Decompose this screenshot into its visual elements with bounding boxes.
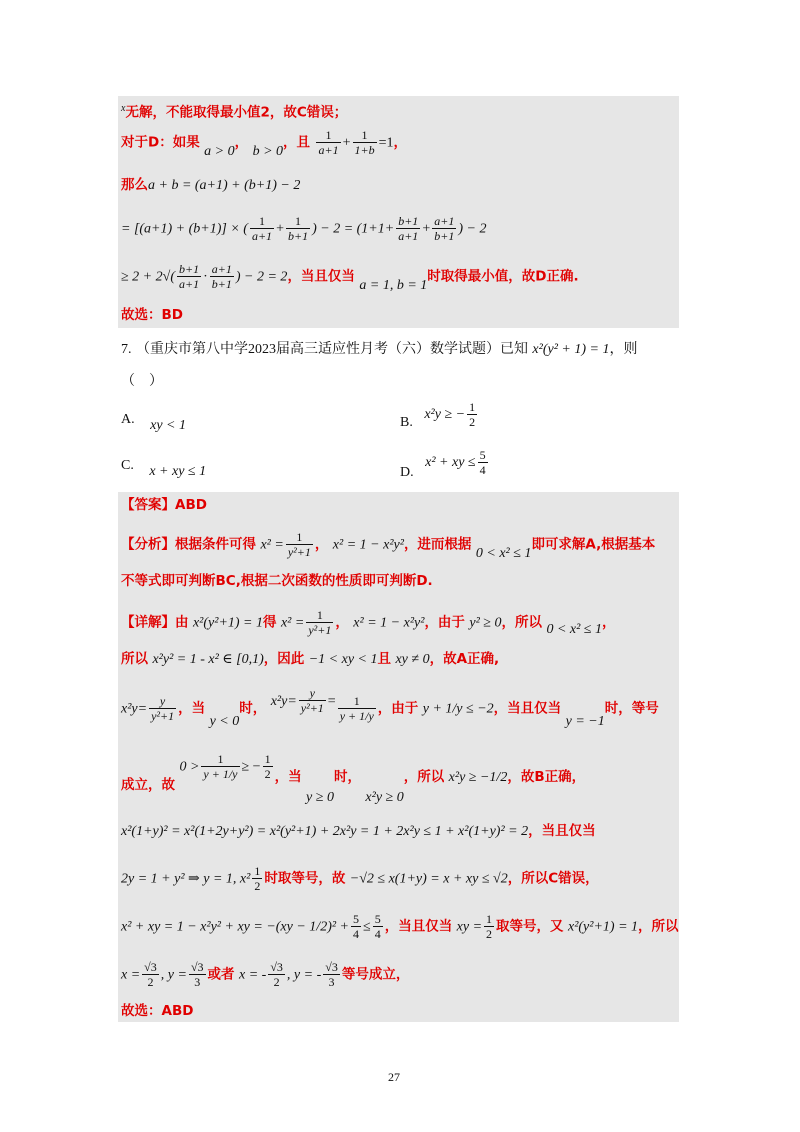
detail-line-8: x = $\frac{√3}{2}$ , y = $\frac{√3}{3}$ 或者 x = - $\frac{√3}{2}$ , y = - $\frac{√3}{3}$ 等号成立，	[121, 960, 410, 989]
question-7-paren: （ ）	[121, 374, 163, 389]
detail-line-5: x²(1+y)² = x²(1+2y+y²) = x²(y²+1) + 2x²y = 1 + 2x²y ≤ 1 + x²(1+y)² = 2，当且仅当	[121, 823, 596, 839]
prev-line-5: ≥ 2 + 2√( $\frac{b+1}{a+1}$ · $\frac{a+1}{b+1}$ ) − 2 = 2，当且仅当 a = 1, b = 1时取得最小值，故D正确.	[121, 262, 579, 293]
prev-conclusion: 故选：BD	[121, 307, 183, 323]
detail-line-7: x² + xy = 1 − x²y² + xy = −(xy − 1/2)² + $\frac{5}{4}$ ≤ $\frac{5}{4}$ ，当且仅当 xy = $\frac{1}{2}$ 取等号，又 x²(y²+1) = 1，所以	[121, 912, 679, 941]
prev-line-1: $^x$无解，不能取得最小值2，故C错误；	[121, 103, 348, 121]
prev-line-3: 那么a + b = (a+1) + (b+1) − 2	[121, 177, 301, 193]
detail-line-2: 所以 x²y² = 1 - x² ∈ [0,1)，因此 −1 < xy < 1且 xy ≠ 0，故A正确,	[121, 651, 500, 667]
detail-line-6: 2y = 1 + y² ⇒ y = 1, x² $\frac{1}{2}$ 时取等号，故 −√2 ≤ x(1+y) = x + xy ≤ √2，所以C错误，	[121, 864, 599, 893]
analysis-line-2: 不等式即可判断BC,根据二次函数的性质即可判断D.	[121, 573, 433, 589]
detail-line-1: 【详解】由 x²(y²+1) = 1得 x² = $\frac{1}{\text{y²+1}}$ ， x² = 1 − x²y²，由于 y² ≥ 0，所以 0 < x² ≤ 1，	[121, 608, 616, 637]
prev-line-2: 对于D：如果 a > 0， b > 0，且 $\frac{1}{a+1}$ + $\frac{1}{1+b}$ =1，	[121, 128, 408, 159]
option-c[interactable]: C. x + xy ≤ 1	[121, 458, 207, 479]
option-b[interactable]: B. x²y ≥ − $\frac{1}{2}$	[400, 400, 476, 430]
prev-line-4: = [(a+1) + (b+1)] × ( $\frac{1}{a+1}$ + $\frac{1}{b+1}$ ) − 2 = (1+1+ $\frac{b+1}{a+1}$ + $\frac{a+1}{b+1}$ ) − 2	[121, 214, 487, 243]
option-d[interactable]: D. x² + xy ≤ $\frac{5}{4}$	[400, 448, 486, 480]
detail-line-4: 成立，故 0 > $\frac{1}{y + 1/y}$ ≥ − $\frac{1}{2}$ ，当 y ≥ 0时， x²y ≥ 0，所以 x²y ≥ −1/2，故B正确，	[121, 752, 586, 805]
analysis-line-1: 【分析】根据条件可得 x² = $\frac{1}{\text{y²+1}}$ ， x² = 1 − x²y²，进而根据 0 < x² ≤ 1即可求解A,根据基本	[121, 530, 656, 561]
option-a[interactable]: A. xy < 1	[121, 412, 186, 433]
answer-tag: 【答案】ABD	[121, 497, 207, 513]
question-7-stem: 7. （重庆市第八中学2023届高三适应性月考（六）数学试题）已知 x²(y² + 1) = 1，则	[121, 342, 638, 357]
page-number: 27	[388, 1070, 400, 1084]
final-answer: 故选：ABD	[121, 1003, 194, 1019]
detail-line-3: x²y= $\frac{y}{\text{y²+1}}$ ，当 y < 0时， x²y= $\frac{y}{\text{y²+1}}$ = $\frac{1}{y + 1/y}$ ，由于 y + 1/y ≤ −2，当且仅当 y = −1时，等号	[121, 686, 659, 729]
